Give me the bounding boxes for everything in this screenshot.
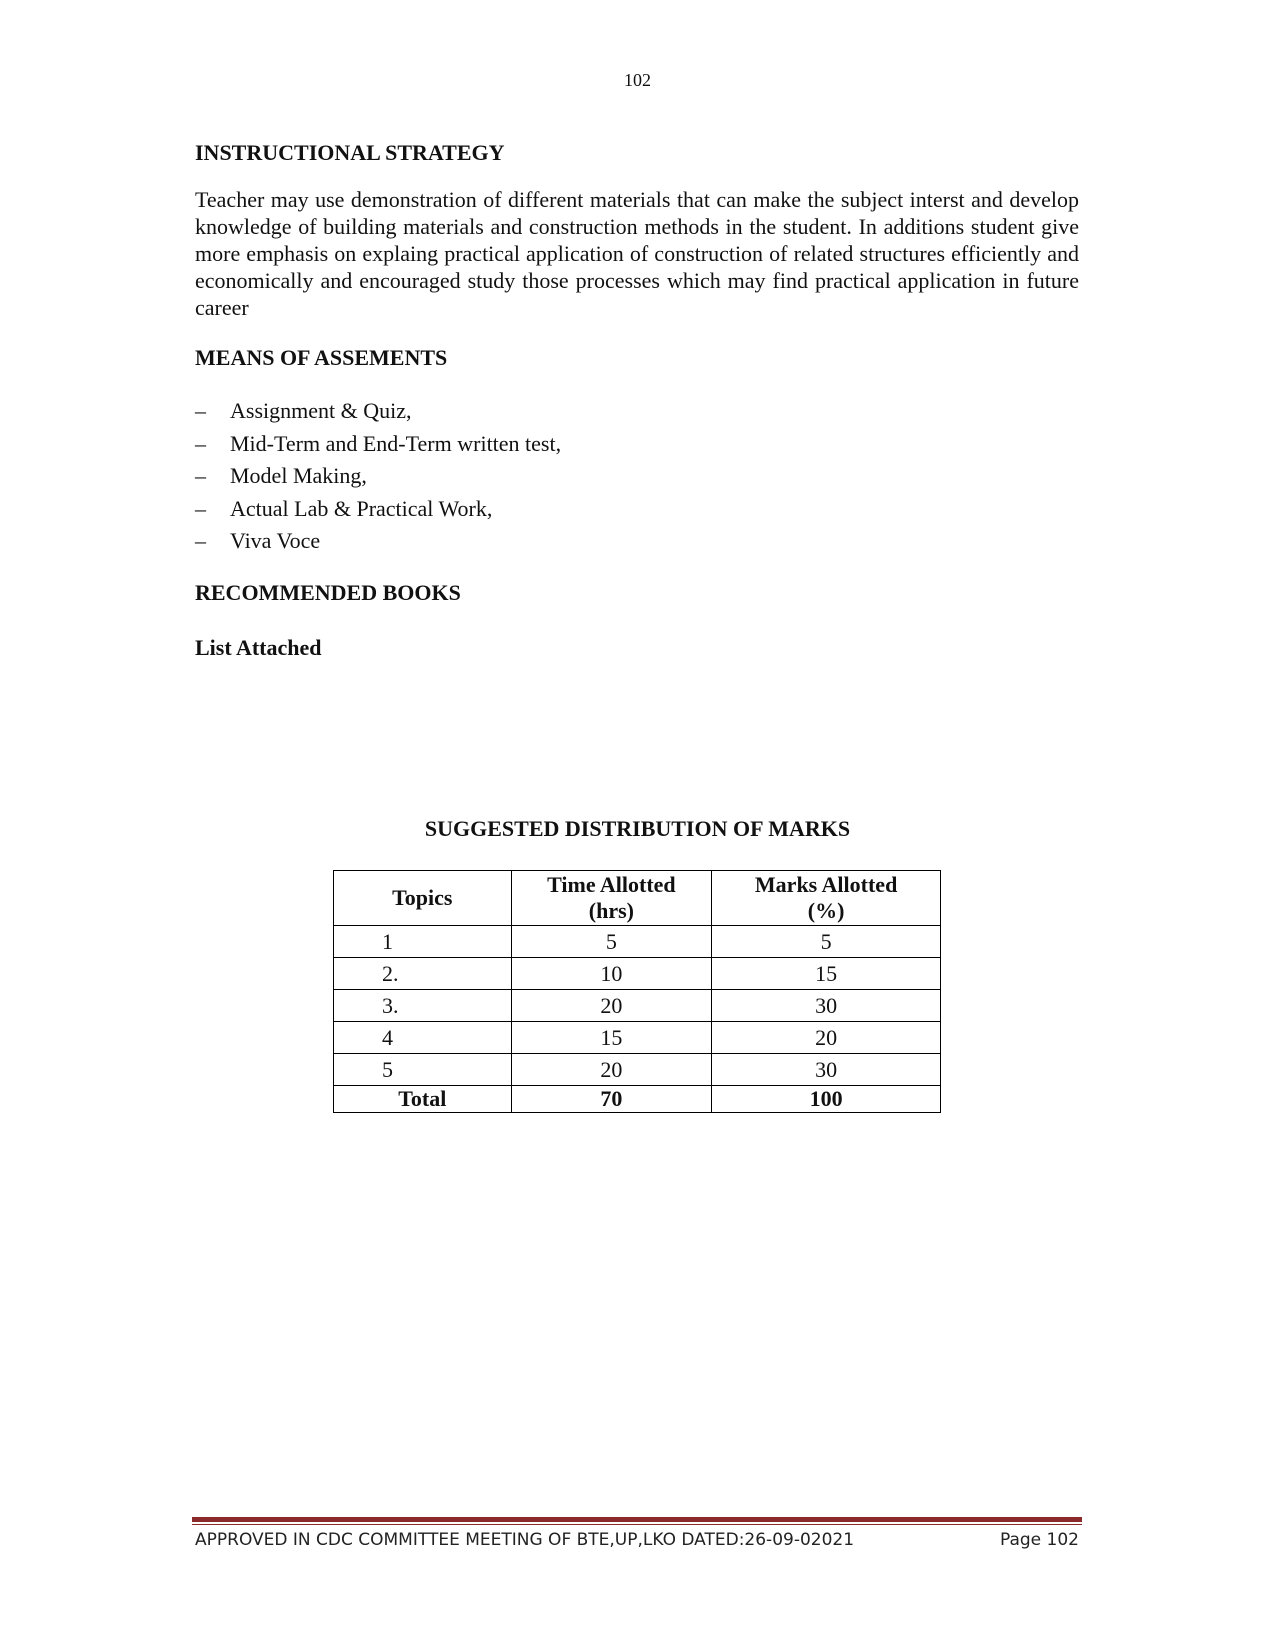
time-cell: 10 <box>511 958 712 990</box>
main-content <box>195 138 1079 663</box>
assessment-list <box>195 395 1079 558</box>
page-number: 102 <box>624 70 651 90</box>
marks-cell: 20 <box>712 1022 941 1054</box>
list-item-text: Actual Lab & Practical Work, <box>230 495 493 521</box>
footer-rule-thin <box>192 1524 1082 1525</box>
footer-rule-thick <box>192 1517 1082 1522</box>
total-marks-cell: 100 <box>712 1086 941 1113</box>
footer-approval-text: APPROVED IN CDC COMMITTEE MEETING OF BTE,UP,LKO DATED:26-09-02021 <box>195 1530 855 1550</box>
dash-bullet: – <box>195 528 206 554</box>
list-item-text: Model Making, <box>230 463 367 489</box>
total-time-cell: 70 <box>511 1086 712 1113</box>
table-row <box>334 1022 941 1054</box>
header-time-line2: (hrs) <box>588 898 635 923</box>
time-cell: 20 <box>511 1054 712 1086</box>
instructional-strategy-heading: INSTRUCTIONAL STRATEGY <box>195 140 505 165</box>
list-item <box>195 428 1079 461</box>
list-item-text: Assignment & Quiz, <box>230 398 412 423</box>
footer-rule <box>192 1517 1082 1525</box>
dash-bullet: – <box>195 463 206 489</box>
header-marks-line1: Marks Allotted <box>754 872 898 897</box>
header-topics: Topics <box>334 871 512 926</box>
dash-bullet: – <box>195 398 206 423</box>
marks-cell: 30 <box>712 1054 941 1086</box>
footer-page-label: Page 102 <box>999 1530 1079 1550</box>
marks-cell: 30 <box>712 990 941 1022</box>
table-total-row <box>334 1086 941 1113</box>
topic-cell: 4 <box>334 1022 512 1054</box>
marks-table-title: SUGGESTED DISTRIBUTION OF MARKS <box>424 816 851 841</box>
header-time-line1: Time Allotted <box>547 872 676 897</box>
marks-distribution-table <box>333 870 941 1113</box>
header-time-allotted <box>511 871 712 926</box>
table-header-row <box>334 871 941 926</box>
dash-bullet: – <box>195 495 206 521</box>
list-attached-note: List Attached <box>195 634 322 660</box>
list-item-text: Mid-Term and End-Term written test, <box>230 430 562 456</box>
list-item <box>195 525 1079 558</box>
list-item <box>195 493 1079 526</box>
time-cell: 5 <box>511 926 712 958</box>
list-item-text: Viva Voce <box>230 528 321 554</box>
list-item <box>195 460 1079 493</box>
table-row <box>334 990 941 1022</box>
total-label-cell: Total <box>334 1086 512 1113</box>
assessment-heading: MEANS OF ASSEMENTS <box>195 345 448 370</box>
table-row <box>334 926 941 958</box>
table-row <box>334 958 941 990</box>
header-marks-line2: (%) <box>807 898 845 923</box>
time-cell: 20 <box>511 990 712 1022</box>
dash-bullet: – <box>195 430 206 456</box>
list-item <box>195 395 1079 428</box>
topic-cell: 3. <box>334 990 512 1022</box>
recommended-books-heading: RECOMMENDED BOOKS <box>195 579 461 605</box>
table-row <box>334 1054 941 1086</box>
topic-cell: 5 <box>334 1054 512 1086</box>
topic-cell: 2. <box>334 958 512 990</box>
footer <box>195 1530 1079 1550</box>
marks-cell: 15 <box>712 958 941 990</box>
time-cell: 15 <box>511 1022 712 1054</box>
instructional-strategy-body: Teacher may use demonstration of different materials that can make the subject interst and develop knowledge of building materials and construction methods in the student. In additions student give more emphasis on explaing practical application of construction of related structures efficiently and economically and encouraged study those processes which may find practical application in future career <box>195 187 1079 320</box>
marks-cell: 5 <box>712 926 941 958</box>
header-marks-allotted <box>712 871 941 926</box>
topic-cell: 1 <box>334 926 512 958</box>
